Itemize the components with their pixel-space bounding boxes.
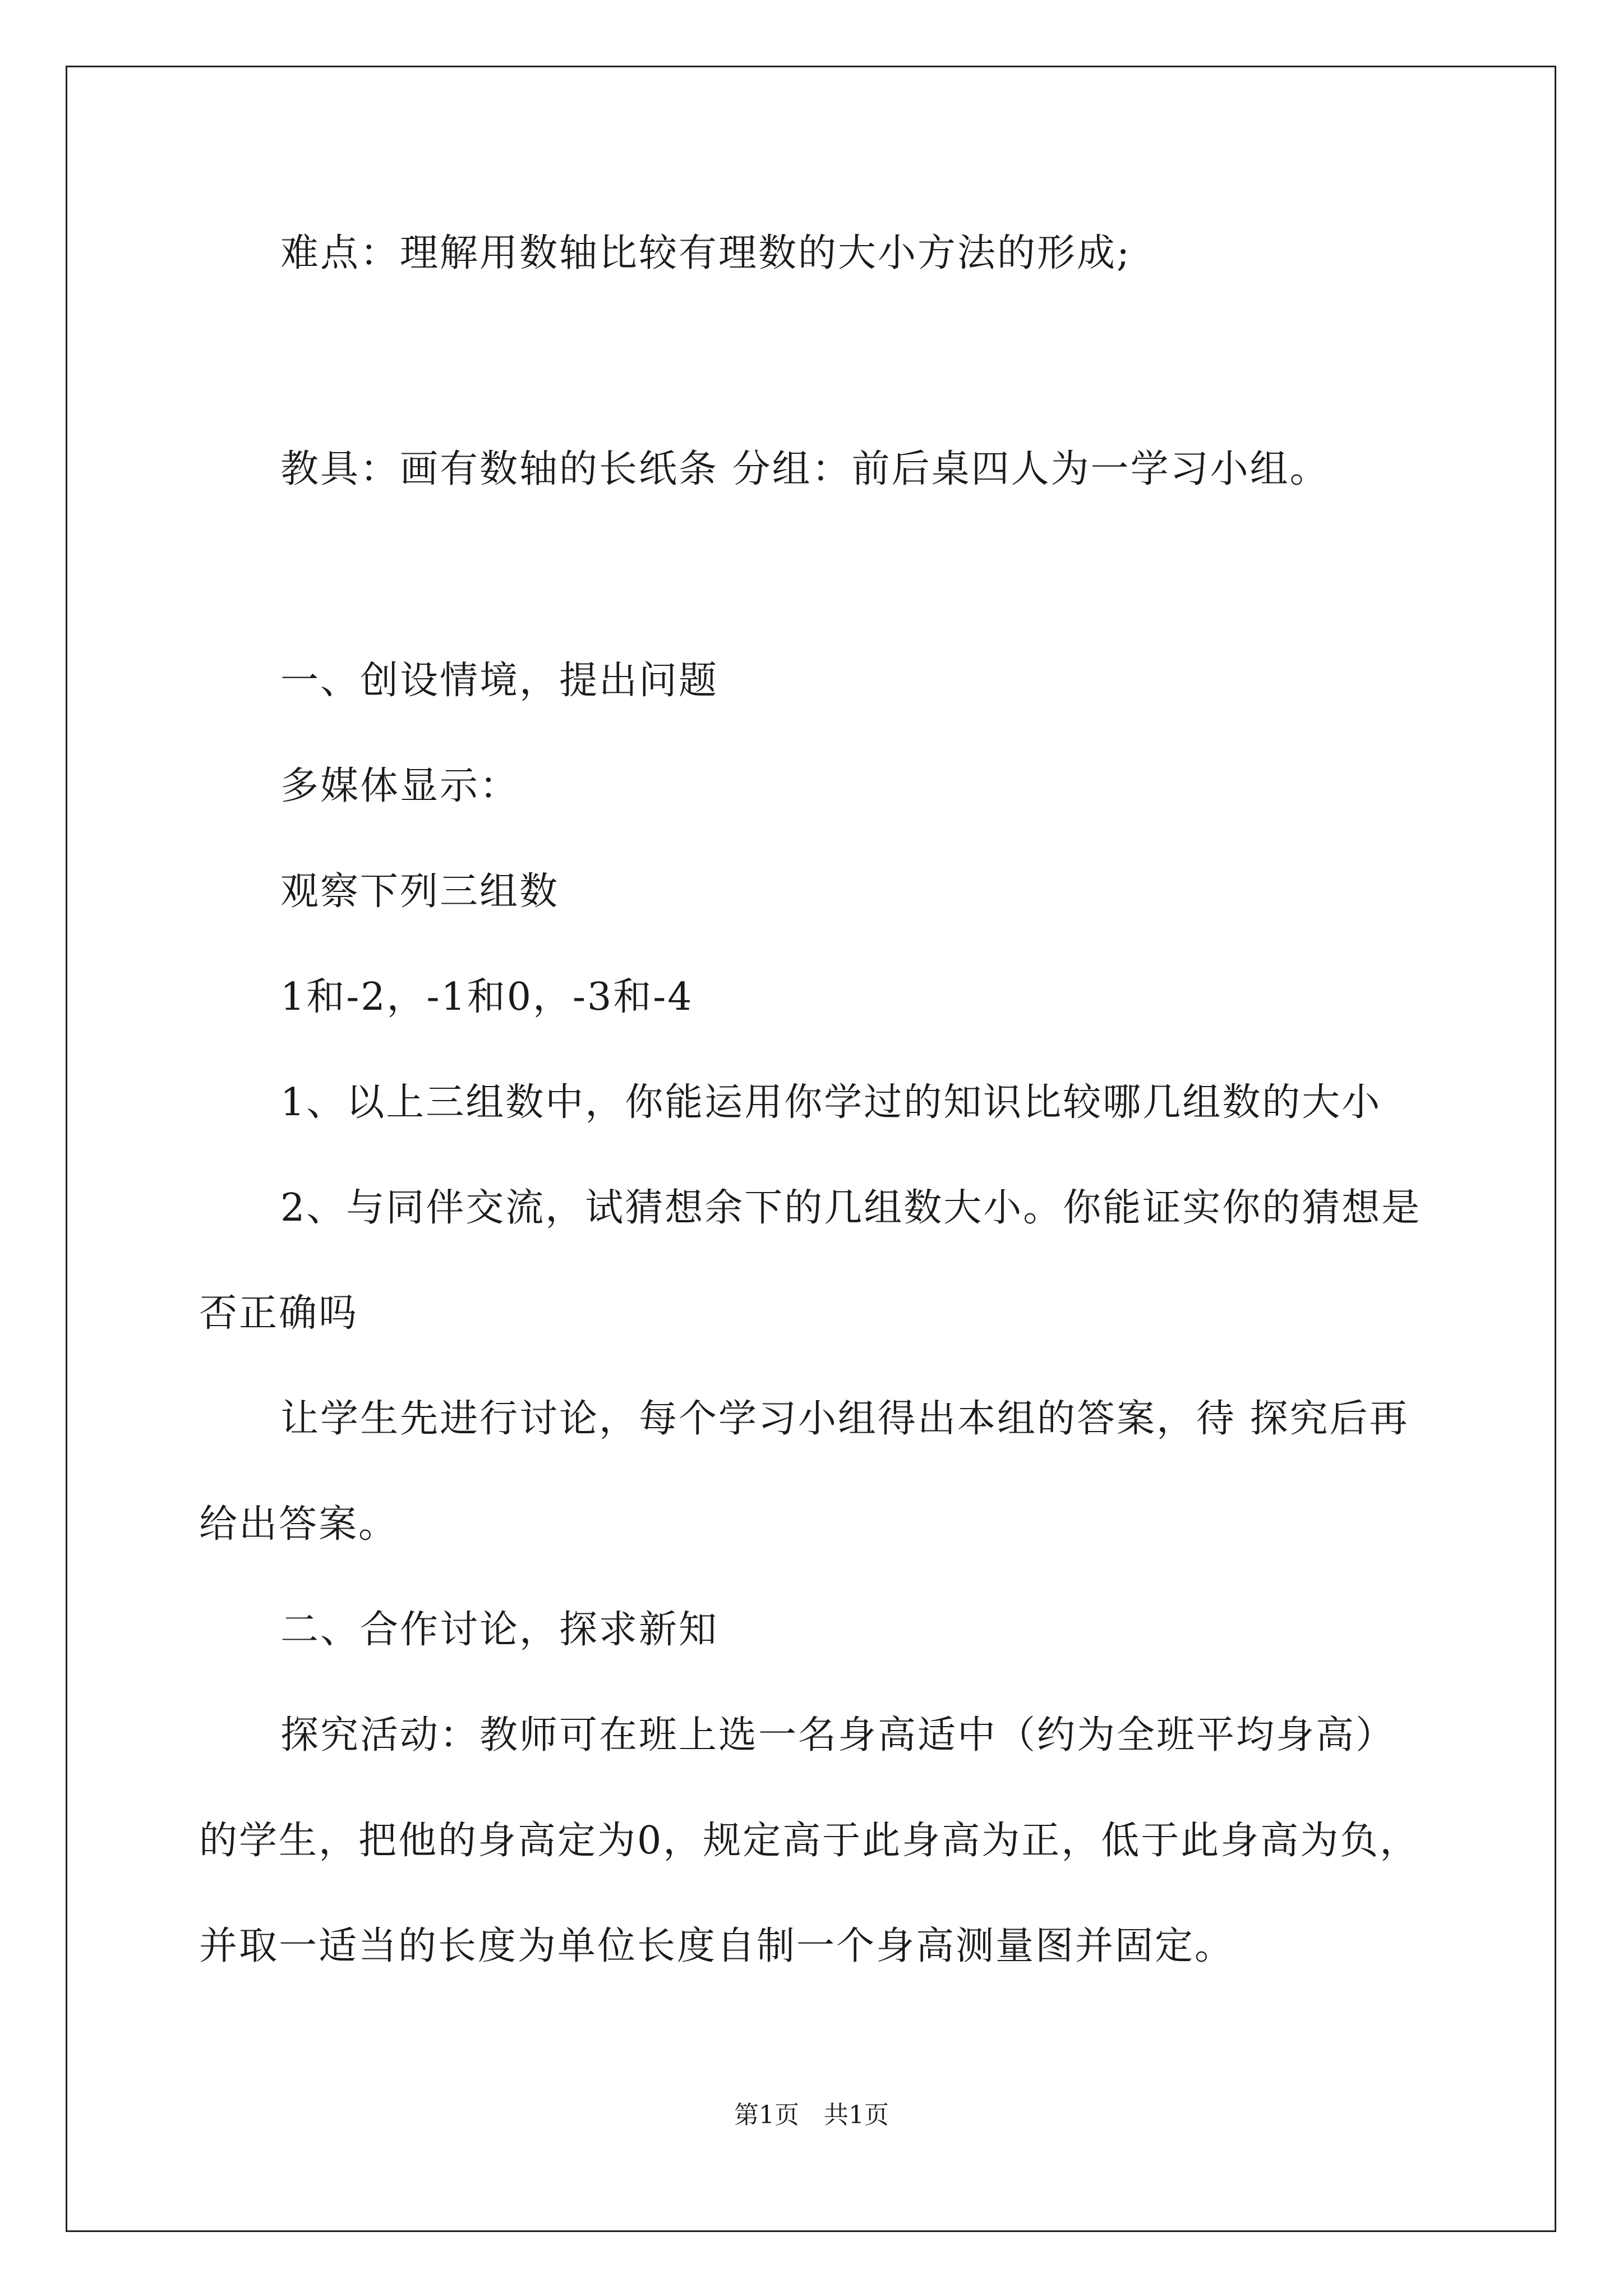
paragraph-discussion: 让学生先进行讨论，每个学习小组得出本组的答案，待 探究后再 [280, 1397, 1409, 1441]
paragraph-question-2: 2、与同伴交流，试猜想余下的几组数大小。你能证实你的猜想是 [280, 1186, 1422, 1230]
paragraph-observe: 观察下列三组数 [280, 869, 560, 914]
heading-section-two: 二、合作讨论，探求新知 [280, 1608, 719, 1652]
paragraph-question-1: 1、以上三组数中，你能运用你学过的知识比较哪几组数的大小 [280, 1080, 1382, 1125]
paragraph-activity: 探究活动：教师可在班上选一名身高适中（约为全班平均身高） [280, 1713, 1396, 1757]
paragraph-discussion-cont: 给出答案。 [199, 1502, 399, 1547]
paragraph-number-groups: 1和-2，-1和0，-3和-4 [280, 975, 694, 1019]
paragraph-difficulty: 难点：理解用数轴比较有理数的大小方法的形成; [280, 231, 1131, 275]
page-footer: 第1页 共1页 [734, 2101, 889, 2129]
page-border [66, 66, 1556, 2232]
paragraph-activity-cont-1: 的学生，把他的身高定为0，规定高于此身高为正，低于此身高为负， [199, 1819, 1420, 1863]
heading-section-one: 一、创设情境，提出问题 [280, 659, 719, 703]
paragraph-question-2-cont: 否正确吗 [199, 1291, 359, 1336]
paragraph-teaching-aids: 教具：画有数轴的长纸条 分组：前后桌四人为一学习小组。 [280, 447, 1330, 491]
paragraph-activity-cont-2: 并取一适当的长度为单位长度自制一个身高测量图并固定。 [199, 1924, 1235, 1968]
paragraph-multimedia: 多媒体显示： [280, 764, 520, 808]
